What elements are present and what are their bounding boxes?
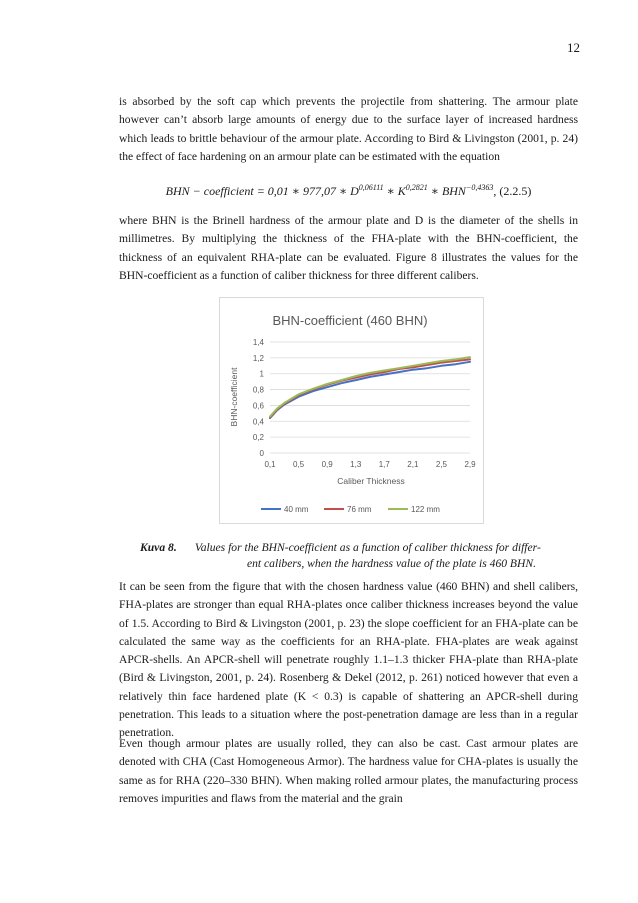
paragraph-1: is absorbed by the soft cap which prevents the projectile from shattering. The armour plate however can’t absorb large amounts of energy due to the surface layer of increased hardness which leads to brittle behaviour of the armour plate. According to Bird & Livingston (2001, p. 24) the effect of face hardening on an armour plate can be estimated with the equation — [119, 95, 578, 163]
legend-label: 76 mm — [347, 505, 372, 514]
y-tick-label: 0,8 — [252, 385, 264, 395]
x-tick-label: 0,9 — [321, 460, 333, 469]
equation-k-term: ∗ K — [383, 184, 406, 198]
y-tick-label: 1,2 — [252, 353, 264, 363]
legend-label: 122 mm — [411, 505, 440, 514]
y-tick-label: 1,4 — [252, 338, 264, 347]
x-tick-label: 0,5 — [293, 460, 305, 469]
equation-lhs: BHN − coefficient = 0,01 ∗ 977,07 ∗ D — [165, 184, 359, 198]
paragraph-3: It can be seen from the figure that with the chosen hardness value (460 BHN) and shell calibers, FHA-plates are stronger than equal RHA-plates once caliber thickness increases beyond the value of 1.5. According to Bird & Livingston (2001, p. 23) the slope coefficient for an FHA-plate can be calculated the same way as the coefficients for an RHA-plate. FHA-plates are weak against APCR-shells. An APCR-shell will penetrate roughly 1.1–1.3 thicker FHA-plate than RHA-plate (Bird & Livingston, 2001, p. 24). Rosenberg & Dekel (2012, p. 261) noticed however that even a relatively thin face hardened plate (K < 0.3) is capable of shattering an APCR-shell during penetration. This leads to a situation where the post-penetration damage are less than in a regular penetration. — [119, 580, 578, 740]
legend-item — [324, 505, 372, 514]
x-tick-label: 2,9 — [464, 460, 476, 469]
page-number: 12 — [567, 40, 580, 55]
y-tick-label: 0,4 — [252, 417, 264, 427]
x-tick-label: 2,1 — [407, 460, 419, 469]
legend-item — [388, 505, 440, 514]
caption-line-2: ent calibers, when the hardness value of the plate is 460 BHN. — [246, 557, 537, 570]
series-line — [270, 359, 470, 417]
x-axis-label: Caliber Thickness — [337, 476, 405, 486]
equation-bhn-term: ∗ BHN — [427, 184, 466, 198]
chart-title: BHN-coefficient (460 BHN) — [272, 313, 428, 328]
y-tick-label: 0,2 — [252, 433, 264, 443]
equation-2-2-5 — [119, 179, 578, 200]
x-tick-label: 0,1 — [264, 460, 276, 469]
legend-item — [261, 505, 309, 514]
x-tick-label: 1,7 — [378, 460, 390, 469]
y-axis-label: BHN-coefficient — [229, 367, 239, 427]
x-tick-label: 2,5 — [435, 460, 447, 469]
y-tick-label: 0 — [259, 449, 264, 458]
x-tick-label: 1,3 — [350, 460, 362, 469]
caption-label: Kuva 8. — [140, 541, 177, 554]
y-tick-label: 1 — [259, 369, 264, 379]
bhn-chart — [219, 297, 484, 524]
bhn-chart-svg — [220, 298, 483, 523]
figure-caption — [140, 540, 578, 572]
y-tick-label: 0,6 — [252, 401, 264, 411]
legend-label: 40 mm — [284, 505, 309, 514]
exponent-bhn: −0,4363 — [465, 183, 494, 192]
exponent-k: 0,2821 — [405, 183, 428, 192]
paragraph-4: Even though armour plates are usually rolled, they can also be cast. Cast armour plates are denoted with CHA (Cast Homogeneous Armor). The hardness value for CHA-plates is usually the same as for RHA (220–330 BHN). When making rolled armour plates, the manufacturing process removes impurities and flaws from the material and the grain — [119, 737, 578, 805]
exponent-d: 0,06111 — [358, 183, 384, 192]
caption-line-1: Values for the BHN-coefficient as a function of caliber thickness for differ- — [194, 541, 541, 554]
paragraph-2: where BHN is the Brinell hardness of the armour plate and D is the diameter of the shells in millimetres. By multiplying the thickness of the FHA-plate with the BHN-coefficient, the thickness of an equivalent RHA-plate can be evaluated. Figure 8 illustrates the values for the BHN-coefficient as a function of caliber thickness for three different calibers. — [119, 214, 578, 282]
equation-reference: , (2.2.5) — [493, 184, 532, 198]
